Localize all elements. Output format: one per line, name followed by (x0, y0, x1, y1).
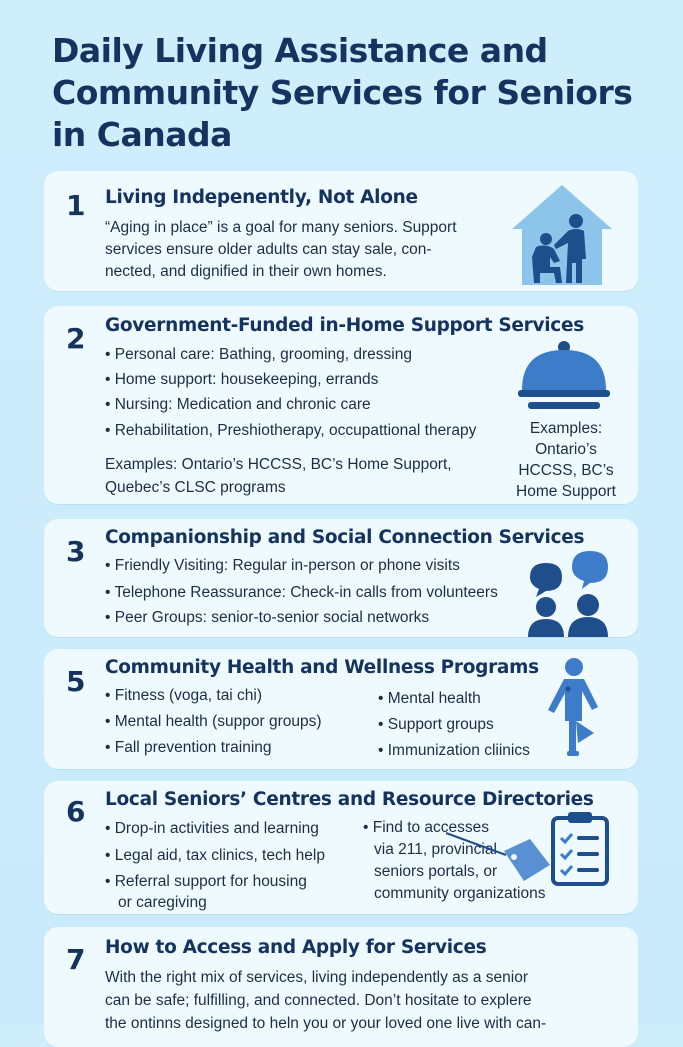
section-heading: Local Seniors’ Centres and Resource Directories (105, 789, 594, 810)
section-number: 1 (66, 189, 86, 222)
section-heading: Government-Funded in-Home Support Services (105, 315, 584, 336)
side-note-line: Examples: (529, 420, 603, 437)
title-line-2: Community Services for Seniors (52, 73, 633, 112)
list-item-continuation: or caregiving (118, 894, 207, 911)
list-item: • Peer Groups: senior-to-senior social networks (105, 605, 429, 630)
list-item: • Friendly Visiting: Regular in-person or phone visits (105, 553, 460, 578)
section-number: 3 (66, 535, 86, 568)
section-number: 2 (66, 322, 86, 355)
list-item: • Referral support for housing (105, 869, 307, 894)
list-item: • Telephone Reassurance: Check-in calls from volunteers (105, 580, 498, 605)
list-item: • Home support: housekeeping, errands (105, 367, 378, 392)
list-item: • Drop-in activities and learning (105, 816, 319, 841)
cloche-icon (518, 338, 610, 414)
page-title (52, 30, 652, 156)
list-item: • Rehabilitation, Preshiotherapy, occupattional therapy (105, 418, 476, 443)
resource-text-line: • Find to accesses (363, 819, 490, 836)
yoga-figure-icon (538, 655, 608, 767)
list-item: • Immunization cliinics (378, 738, 530, 763)
tag-icon (446, 825, 552, 885)
section-body-line: services ensure older adults can stay sale, con- (105, 241, 432, 258)
examples-line: Examples: Ontario’s HCCSS, BC’s Home Support, (105, 456, 452, 473)
section-card-2 (44, 306, 638, 504)
section-card-5 (44, 649, 638, 769)
section-heading: Community Health and Wellness Programs (105, 657, 539, 678)
title-line-1: Daily Living Assistance and (52, 31, 548, 70)
side-note-line: Ontario’s (535, 441, 597, 458)
section-card-3 (44, 519, 638, 637)
list-item: • Legal aid, tax clinics, tech help (105, 843, 325, 868)
resource-text-line: community organizations (374, 885, 546, 902)
section-number: 6 (66, 795, 86, 828)
people-chat-icon (528, 549, 618, 637)
section-number: 7 (66, 943, 86, 976)
section-heading: Living Indepenently, Not Alone (105, 187, 418, 208)
list-item: • Mental health (suppor groups) (105, 709, 322, 734)
side-note-line: Home Support (516, 483, 616, 500)
list-item: • Nursing: Medication and chronic care (105, 392, 371, 417)
section-body-line: “Aging in place” is a goal for many seniors. Support (105, 219, 457, 236)
section-heading: Companionship and Social Connection Services (105, 527, 585, 548)
clipboard-checklist-icon (550, 811, 610, 887)
list-item: • Fall prevention training (105, 735, 272, 760)
section-heading: How to Access and Apply for Services (105, 937, 487, 958)
section-body-line: can be safe; fulfilling, and connected. Don’t hositate to explere (105, 992, 532, 1009)
section-card-6 (44, 781, 638, 914)
list-item: • Mental health (378, 686, 481, 711)
list-item: • Support groups (378, 712, 494, 737)
section-number: 5 (66, 665, 86, 698)
home-caregiver-icon (510, 183, 614, 287)
title-line-3: in Canada (52, 115, 232, 154)
section-body-line: With the right mix of services, living independently as a senior (105, 969, 529, 986)
section-body-line: the ontinns designed to heln you or your loved one live with can- (105, 1015, 547, 1032)
section-card-1 (44, 171, 638, 291)
list-item: • Personal care: Bathing, grooming, dressing (105, 342, 412, 367)
section-card-7 (44, 927, 638, 1047)
examples-line: Quebec’s CLSC programs (105, 479, 286, 496)
resource-text-line: seniors portals, or (374, 863, 498, 880)
side-note-line: HCCSS, BC’s (518, 462, 614, 479)
resource-text-line: via 211, provincial (374, 841, 497, 858)
list-item: • Fitness (voga, tai chi) (105, 683, 262, 708)
section-body-line: nected, and dignified in their own homes. (105, 263, 387, 280)
side-note (494, 418, 638, 502)
